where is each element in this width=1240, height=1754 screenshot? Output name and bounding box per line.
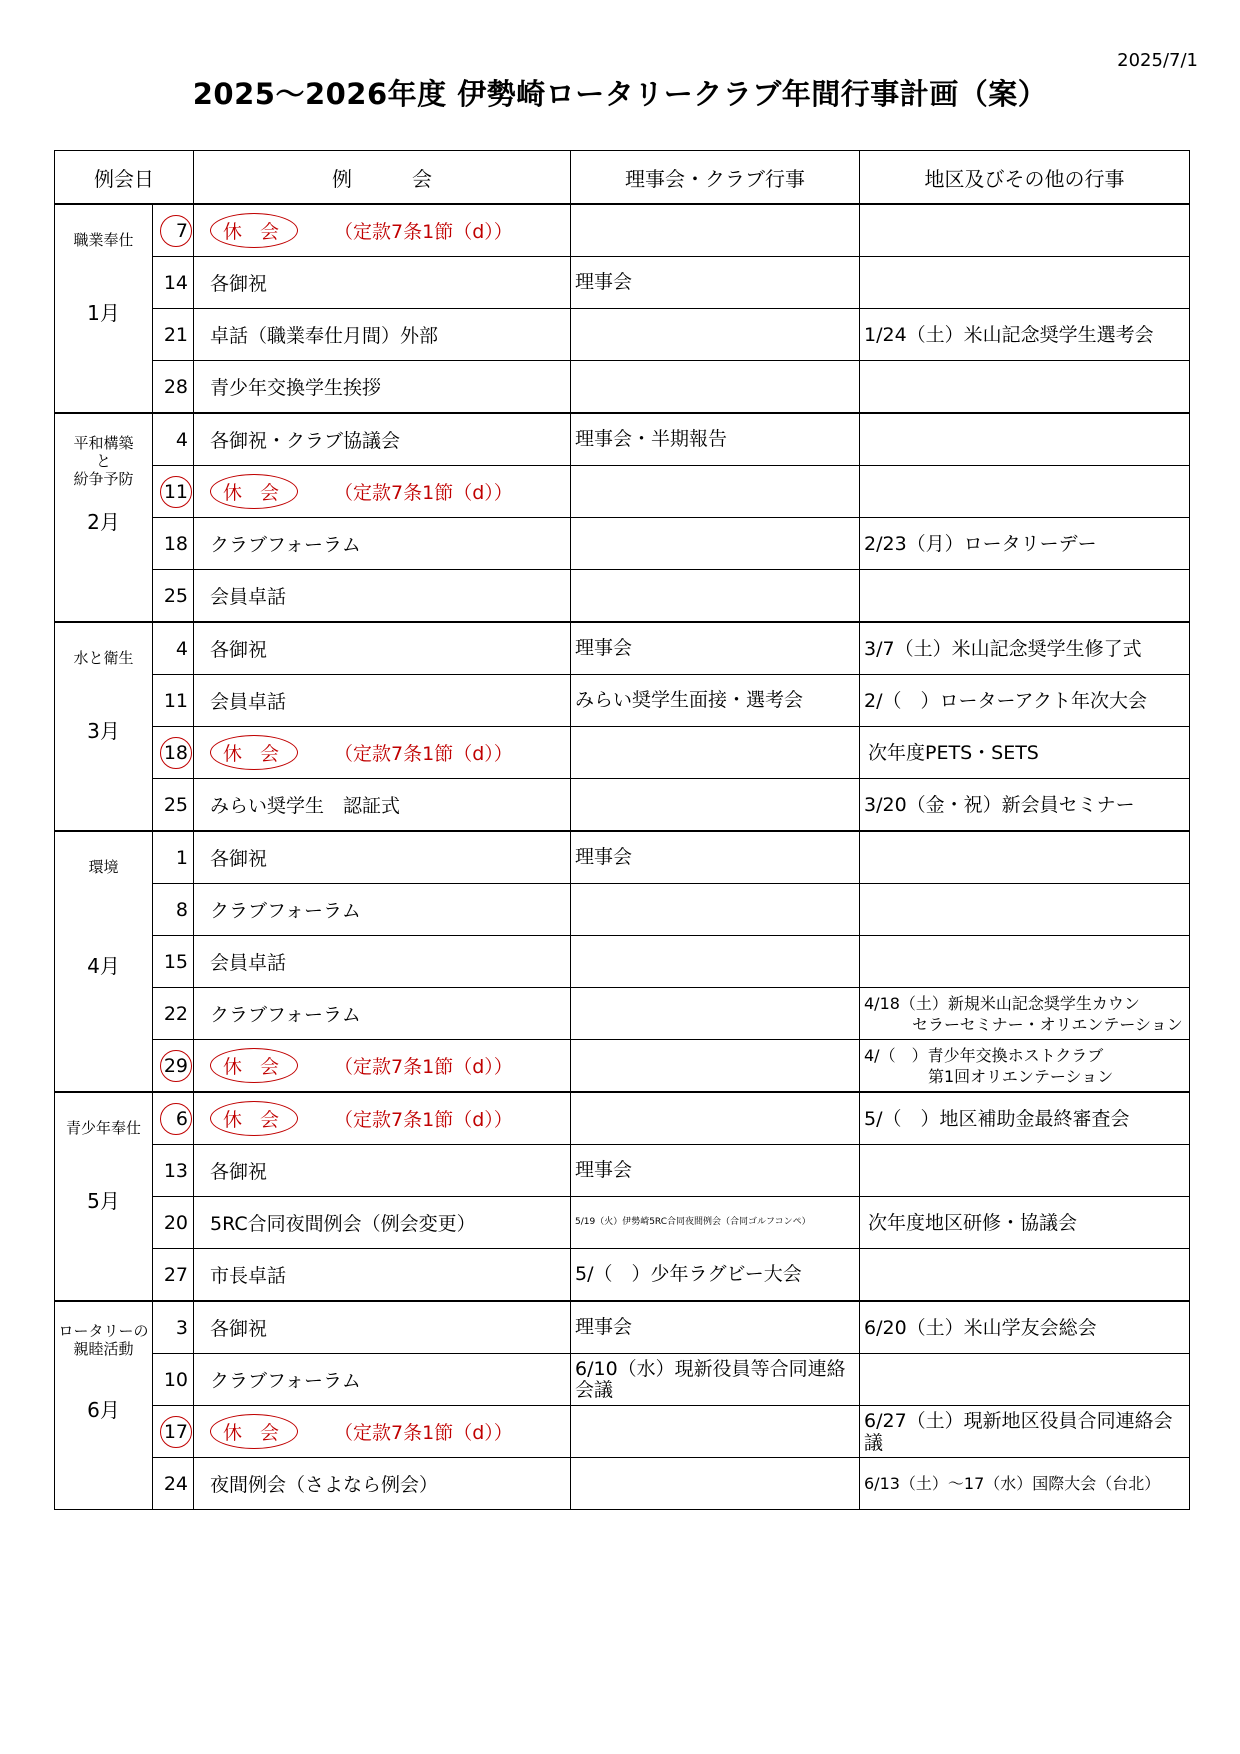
table-row <box>55 1406 1190 1458</box>
theme-name: 青少年奉仕 <box>65 1119 141 1137</box>
table-row <box>55 361 1190 414</box>
board-event-text: 5/19（火）伊勢崎5RC合同夜間例会（合同ゴルフコンペ） <box>575 1217 811 1227</box>
meeting-day <box>153 204 194 257</box>
meeting-text: クラブフォーラム <box>210 900 361 922</box>
board-event-cell <box>571 518 860 570</box>
meeting-cell <box>194 1145 571 1197</box>
meeting-cell <box>194 570 571 623</box>
table-row <box>55 1354 1190 1406</box>
district-event-text-line2: 第1回オリエンテーション <box>928 1066 1114 1086</box>
meeting-cell <box>194 1092 571 1145</box>
district-event-cell <box>860 204 1190 257</box>
meeting-cell <box>194 727 571 779</box>
day-number: 1 <box>175 846 188 869</box>
meeting-cell <box>194 1406 571 1458</box>
meeting-day <box>153 1249 194 1302</box>
meeting-cell <box>194 466 571 518</box>
district-event-cell <box>860 727 1190 779</box>
table-row <box>55 831 1190 884</box>
meeting-day <box>153 622 194 675</box>
board-event-cell <box>571 204 860 257</box>
meeting-text: 会員卓話 <box>210 952 287 974</box>
meeting-day <box>153 1092 194 1145</box>
meeting-text: みらい奨学生 認証式 <box>210 795 401 817</box>
meeting-text: 各御祝 <box>210 639 268 661</box>
meeting-day <box>153 1040 194 1093</box>
month-label: 1月 <box>87 301 120 325</box>
meeting-day <box>153 1197 194 1249</box>
closed-label: 休 会 <box>210 735 298 770</box>
meeting-text: 5RC合同夜間例会（例会変更） <box>210 1213 476 1235</box>
table-row <box>55 1458 1190 1510</box>
schedule-table <box>54 150 1190 1510</box>
district-event-text: 6/27（土）現新地区役員合同連絡会議 <box>864 1409 1173 1454</box>
table-row <box>55 570 1190 623</box>
month-theme-cell <box>55 413 153 622</box>
district-event-cell <box>860 988 1190 1040</box>
board-event-cell <box>571 1406 860 1458</box>
board-event-cell <box>571 936 860 988</box>
table-row <box>55 1301 1190 1354</box>
board-event-text: 理事会 <box>575 846 633 868</box>
meeting-cell <box>194 779 571 832</box>
header-board: 理事会・クラブ行事 <box>571 151 860 205</box>
meeting-text: クラブフォーラム <box>210 1370 361 1392</box>
district-event-text: 6/13（土）～17（水）国際大会（台北） <box>864 1473 1161 1493</box>
closed-label: 休 会 <box>210 1101 298 1136</box>
meeting-day <box>153 466 194 518</box>
board-event-text: 理事会 <box>575 1316 633 1338</box>
board-event-cell <box>571 1249 860 1302</box>
table-row <box>55 1249 1190 1302</box>
meeting-cell <box>194 1040 571 1093</box>
board-event-cell <box>571 1092 860 1145</box>
meeting-cell <box>194 831 571 884</box>
meeting-day <box>153 1354 194 1406</box>
day-number: 21 <box>163 323 188 346</box>
day-number: 18 <box>163 532 188 555</box>
meeting-day <box>153 257 194 309</box>
closed-notice <box>210 474 513 509</box>
meeting-cell <box>194 675 571 727</box>
table-row <box>55 727 1190 779</box>
closed-notice <box>210 1101 513 1136</box>
bylaw-reference: （定款7条1節（d）） <box>334 221 513 243</box>
meeting-cell <box>194 1301 571 1354</box>
meeting-text: 各御祝 <box>210 1318 268 1340</box>
theme-name: ロータリーの 親睦活動 <box>58 1322 149 1358</box>
day-number: 15 <box>163 950 188 973</box>
theme-name: 職業奉仕 <box>73 231 134 249</box>
meeting-day <box>153 1145 194 1197</box>
meeting-text: 会員卓話 <box>210 691 287 713</box>
district-event-text: 5/（ ）地区補助金最終審査会 <box>864 1107 1130 1130</box>
day-number: 7 <box>175 219 188 242</box>
meeting-day <box>153 988 194 1040</box>
closed-notice <box>210 1414 513 1449</box>
meeting-text: 夜間例会（さよなら例会） <box>210 1474 439 1496</box>
closed-notice <box>210 213 513 248</box>
district-event-cell <box>860 1406 1190 1458</box>
district-event-cell <box>860 884 1190 936</box>
closed-label: 休 会 <box>210 474 298 509</box>
day-number: 11 <box>163 480 188 503</box>
month-theme-cell <box>55 204 153 413</box>
board-event-cell <box>571 831 860 884</box>
meeting-cell <box>194 1458 571 1510</box>
district-event-text: 次年度PETS・SETS <box>868 741 1039 764</box>
board-event-cell <box>571 675 860 727</box>
day-number: 14 <box>163 271 188 294</box>
day-number: 4 <box>175 428 188 451</box>
table-row <box>55 518 1190 570</box>
district-event-text: 4/18（土）新規米山記念奨学生カウン <box>864 993 1140 1013</box>
table-row <box>55 884 1190 936</box>
meeting-text: 会員卓話 <box>210 586 287 608</box>
table-row <box>55 1145 1190 1197</box>
header-district: 地区及びその他の行事 <box>860 151 1190 205</box>
board-event-cell <box>571 466 860 518</box>
district-event-cell <box>860 779 1190 832</box>
closed-label: 休 会 <box>210 1414 298 1449</box>
meeting-day <box>153 1458 194 1510</box>
month-label: 2月 <box>87 510 120 534</box>
theme-name: 平和構築 と 紛争予防 <box>73 434 134 488</box>
document-title: 2025～2026年度 伊勢崎ロータリークラブ年間行事計画（案） <box>192 77 1048 111</box>
table-row <box>55 204 1190 257</box>
meeting-day <box>153 675 194 727</box>
meeting-text: 市長卓話 <box>210 1265 287 1287</box>
meeting-text: 各御祝 <box>210 848 268 870</box>
day-number: 27 <box>163 1263 188 1286</box>
day-number: 8 <box>175 898 188 921</box>
meeting-day <box>153 727 194 779</box>
table-row <box>55 988 1190 1040</box>
meeting-day <box>153 518 194 570</box>
day-number: 6 <box>175 1107 188 1130</box>
meeting-text: クラブフォーラム <box>210 1004 361 1026</box>
district-event-cell <box>860 1249 1190 1302</box>
month-theme-cell <box>55 622 153 831</box>
district-event-text-line2: セラーセミナー・オリエンテーション <box>912 1014 1183 1034</box>
district-event-text: 次年度地区研修・協議会 <box>868 1211 1078 1234</box>
meeting-day <box>153 413 194 466</box>
closed-notice <box>210 735 513 770</box>
day-number: 13 <box>163 1159 188 1182</box>
district-event-cell <box>860 936 1190 988</box>
day-number: 18 <box>163 741 188 764</box>
board-event-text: 理事会 <box>575 637 633 659</box>
board-event-cell <box>571 988 860 1040</box>
board-event-cell <box>571 570 860 623</box>
header-meeting: 例 会 <box>194 151 571 205</box>
district-event-cell <box>860 1092 1190 1145</box>
meeting-text: 各御祝・クラブ協議会 <box>210 430 401 452</box>
document-date: 2025/7/1 <box>1117 50 1198 71</box>
board-event-text: みらい奨学生面接・選考会 <box>575 689 804 711</box>
month-theme-cell <box>55 831 153 1092</box>
theme-name: 環境 <box>88 858 119 876</box>
meeting-cell <box>194 622 571 675</box>
month-label: 5月 <box>87 1189 120 1213</box>
meeting-day <box>153 1406 194 1458</box>
day-number: 20 <box>163 1211 188 1234</box>
day-number: 24 <box>163 1472 188 1495</box>
meeting-day <box>153 884 194 936</box>
header-day: 例会日 <box>55 151 194 205</box>
board-event-cell <box>571 1040 860 1093</box>
day-number: 17 <box>163 1420 188 1443</box>
bylaw-reference: （定款7条1節（d）） <box>334 1109 513 1131</box>
board-event-cell <box>571 1145 860 1197</box>
bylaw-reference: （定款7条1節（d）） <box>334 1422 513 1444</box>
bylaw-reference: （定款7条1節（d）） <box>334 1056 513 1078</box>
district-event-cell <box>860 466 1190 518</box>
table-row <box>55 675 1190 727</box>
board-event-cell <box>571 1301 860 1354</box>
closed-label: 休 会 <box>210 213 298 248</box>
meeting-cell <box>194 204 571 257</box>
district-event-cell <box>860 675 1190 727</box>
meeting-day <box>153 361 194 414</box>
meeting-day <box>153 309 194 361</box>
meeting-cell <box>194 413 571 466</box>
meeting-text: 各御祝 <box>210 273 268 295</box>
district-event-cell <box>860 1145 1190 1197</box>
day-number: 28 <box>163 375 188 398</box>
month-theme-cell <box>55 1301 153 1510</box>
district-event-cell <box>860 1301 1190 1354</box>
meeting-text: 青少年交換学生挨拶 <box>210 377 382 399</box>
district-event-cell <box>860 257 1190 309</box>
meeting-cell <box>194 936 571 988</box>
day-number: 25 <box>163 584 188 607</box>
table-row <box>55 622 1190 675</box>
district-event-cell <box>860 570 1190 623</box>
header-row <box>55 151 1190 205</box>
district-event-text: 2/23（月）ロータリーデー <box>864 532 1097 555</box>
table-row <box>55 1092 1190 1145</box>
day-number: 3 <box>175 1316 188 1339</box>
meeting-cell <box>194 361 571 414</box>
district-event-cell <box>860 622 1190 675</box>
district-event-cell <box>860 518 1190 570</box>
meeting-day <box>153 936 194 988</box>
board-event-cell <box>571 779 860 832</box>
schedule-body <box>55 204 1190 1510</box>
meeting-text: クラブフォーラム <box>210 534 361 556</box>
meeting-day <box>153 831 194 884</box>
district-event-text: 1/24（土）米山記念奨学生選考会 <box>864 323 1154 346</box>
theme-name: 水と衛生 <box>73 649 134 667</box>
meeting-day <box>153 1301 194 1354</box>
board-event-text: 6/10（水）現新役員等合同連絡会議 <box>575 1357 846 1401</box>
month-label: 6月 <box>87 1398 120 1422</box>
meeting-cell <box>194 518 571 570</box>
district-event-cell <box>860 1354 1190 1406</box>
meeting-cell <box>194 1197 571 1249</box>
district-event-cell <box>860 1040 1190 1093</box>
closed-label: 休 会 <box>210 1048 298 1083</box>
meeting-cell <box>194 309 571 361</box>
day-number: 4 <box>175 637 188 660</box>
table-row <box>55 466 1190 518</box>
table-row <box>55 413 1190 466</box>
district-event-text: 3/20（金・祝）新会員セミナー <box>864 793 1135 816</box>
day-number: 22 <box>163 1002 188 1025</box>
meeting-text: 各御祝 <box>210 1161 268 1183</box>
meeting-cell <box>194 1249 571 1302</box>
day-number: 25 <box>163 793 188 816</box>
board-event-text: 5/（ ）少年ラグビー大会 <box>575 1263 802 1285</box>
meeting-cell <box>194 988 571 1040</box>
table-row <box>55 309 1190 361</box>
board-event-cell <box>571 884 860 936</box>
district-event-text: 4/（ ）青少年交換ホストクラブ <box>864 1045 1104 1065</box>
bylaw-reference: （定款7条1節（d）） <box>334 482 513 504</box>
board-event-text: 理事会 <box>575 271 633 293</box>
meeting-cell <box>194 884 571 936</box>
table-row <box>55 936 1190 988</box>
day-number: 29 <box>163 1054 188 1077</box>
meeting-cell <box>194 257 571 309</box>
district-event-cell <box>860 309 1190 361</box>
board-event-text: 理事会・半期報告 <box>575 428 728 450</box>
board-event-cell <box>571 257 860 309</box>
board-event-cell <box>571 1197 860 1249</box>
district-event-text: 3/7（土）米山記念奨学生修了式 <box>864 637 1142 660</box>
meeting-cell <box>194 1354 571 1406</box>
bylaw-reference: （定款7条1節（d）） <box>334 743 513 765</box>
table-row <box>55 1197 1190 1249</box>
district-event-text: 2/（ ）ローターアクト年次大会 <box>864 689 1147 712</box>
closed-notice <box>210 1048 513 1083</box>
month-theme-cell <box>55 1092 153 1301</box>
meeting-text: 卓話（職業奉仕月間）外部 <box>210 325 439 347</box>
district-event-cell <box>860 361 1190 414</box>
board-event-cell <box>571 727 860 779</box>
board-event-cell <box>571 413 860 466</box>
meeting-day <box>153 779 194 832</box>
table-row <box>55 257 1190 309</box>
day-number: 11 <box>163 689 188 712</box>
board-event-cell <box>571 622 860 675</box>
table-row <box>55 1040 1190 1093</box>
board-event-cell <box>571 361 860 414</box>
district-event-cell <box>860 1458 1190 1510</box>
month-label: 3月 <box>87 719 120 743</box>
table-row <box>55 779 1190 832</box>
meeting-day <box>153 570 194 623</box>
board-event-cell <box>571 309 860 361</box>
district-event-cell <box>860 831 1190 884</box>
board-event-cell <box>571 1458 860 1510</box>
month-label: 4月 <box>87 954 120 978</box>
board-event-text: 理事会 <box>575 1159 633 1181</box>
district-event-cell <box>860 413 1190 466</box>
district-event-text: 6/20（土）米山学友会総会 <box>864 1316 1097 1339</box>
district-event-cell <box>860 1197 1190 1249</box>
day-number: 10 <box>163 1368 188 1391</box>
board-event-cell <box>571 1354 860 1406</box>
